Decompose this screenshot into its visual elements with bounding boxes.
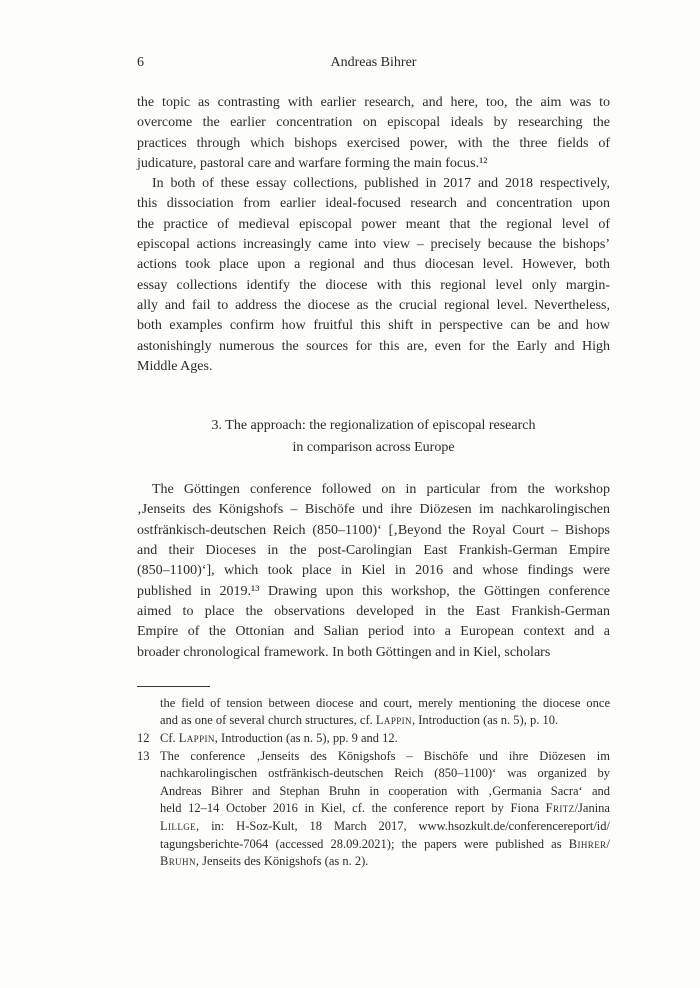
body-paragraph-continued (137, 93, 610, 174)
running-head-author: Andreas Bihrer (330, 55, 417, 70)
smallcaps-author-name: Lillge (160, 818, 197, 833)
text-line: astonishingly numerous the sources for this are, even for the Early and High (137, 338, 610, 354)
text-line (160, 836, 610, 854)
smallcaps-author-name: Bihrer (568, 836, 607, 851)
text-line: the topic as contrasting with earlier research, and here, too, the aim was to (137, 95, 610, 110)
text-line: practices through which bishops exercised power, with the three fields of (137, 135, 610, 151)
body-paragraph (137, 480, 610, 663)
text-line: ‚Jenseits des Königshofs – Bischöfe und ihre Diözesen im nachkarolingischen (137, 502, 610, 518)
text-line (160, 730, 610, 748)
text-line: Empire of the Ottonian and Salian period into a European context and a (137, 624, 610, 640)
text-line: the practice of medieval episcopal power meant that the regional level of (137, 216, 610, 232)
text-segment: , Introduction (as n. 5), pp. 9 and 12. (214, 731, 398, 746)
text-line: aimed to place the observations developed in the East Frankish-German (137, 603, 610, 619)
text-line (160, 695, 610, 713)
text-segment: /Janina (574, 801, 610, 816)
smallcaps-author-name: Lappin (178, 731, 215, 746)
text-line: actions took place upon a regional and thus diocesan level. However, both (137, 257, 610, 273)
text-line: In both of these essay collections, published in 2017 and 2018 respectively, (152, 176, 610, 192)
text-line (160, 748, 610, 766)
text-line: in comparison across Europe (292, 440, 455, 456)
text-line: overcome the earlier concentration on episcopal ideals by researching the (137, 115, 610, 131)
text-line: published in 2019.¹³ Drawing upon this workshop, the Göttingen conference (137, 583, 610, 599)
text-segment: Andreas Bihrer and Stephan Bruhn in cooperation with ‚Germania Sacra‘ and (160, 783, 610, 798)
text-line: Middle Ages. (137, 358, 213, 374)
text-line: The Göttingen conference followed on in particular from the workshop (152, 482, 610, 498)
text-line: ally and fail to address the diocese as the crucial regional level. Nevertheless, (137, 297, 610, 313)
footnote-text (160, 695, 610, 730)
text-segment: nachkarolingischen ostfränkisch-deutschen Reich (850–1100)‘ was organized by (160, 766, 610, 781)
text-line: 3. The approach: the regionalization of episcopal research (211, 418, 536, 434)
text-line (160, 765, 610, 783)
section-heading (137, 415, 610, 459)
text-segment: tagungsberichte-7064 (accessed 28.09.2021); the papers were published as (160, 836, 569, 851)
page-number: 6 (137, 55, 144, 70)
text-line: broader chronological framework. In both Göttingen and in Kiel, scholars (137, 644, 551, 660)
footnote-13 (137, 748, 610, 871)
text-line: both examples confirm how fruitful this shift in perspective can be and how (137, 318, 610, 334)
page-header (137, 54, 610, 72)
text-segment: Cf. (160, 731, 179, 746)
footnote-continuation (137, 695, 610, 730)
text-segment: / (606, 836, 610, 851)
smallcaps-author-name: Fritz (545, 801, 575, 816)
text-line: ostfränkisch-deutschen Reich (850–1100)‘ [‚Beyond the Royal Court – Bishops (137, 522, 610, 538)
text-line (160, 712, 610, 730)
text-line: and their Dioceses in the post-Carolingian East Frankish-German Empire (137, 543, 610, 559)
text-segment: and as one of several church structures, cf. (160, 713, 376, 728)
text-segment: , in: H-Soz-Kult, 18 March 2017, www.hsozkult.de/conferencereport/id/ (196, 818, 610, 833)
text-line (160, 853, 610, 871)
smallcaps-author-name: Bruhn (160, 854, 196, 869)
footnote-separator-rule (137, 686, 210, 687)
footnote-number: 13 (137, 748, 150, 763)
footnote-number (137, 695, 160, 730)
footnote-number: 12 (137, 731, 150, 746)
main-text-column (137, 93, 610, 871)
text-line: this dissociation from earlier ideal-focused research and concentration upon (137, 196, 610, 212)
text-segment: The conference ‚Jenseits des Königshofs – Bischöfe und ihre Diözesen im (160, 748, 610, 763)
text-line: essay collections identify the diocese with this regional level only margin- (137, 277, 610, 293)
body-paragraph (137, 174, 610, 377)
footnote-text (160, 748, 610, 871)
smallcaps-author-name: Lappin (375, 713, 412, 728)
text-line (160, 818, 610, 836)
text-line: episcopal actions increasingly came into view – precisely because the bishops’ (137, 237, 610, 253)
footnotes-block (137, 695, 610, 871)
text-line (160, 783, 610, 801)
text-line: (850–1100)‘], which took place in Kiel in 2016 and whose findings were (137, 563, 610, 579)
footnote-text (160, 730, 610, 748)
footnote-12 (137, 730, 610, 748)
text-line (160, 800, 610, 818)
text-line: judicature, pastoral care and warfare forming the main focus.¹² (137, 155, 488, 171)
text-segment: , Jenseits des Königshofs (as n. 2). (195, 854, 369, 869)
text-segment: held 12–14 October 2016 in Kiel, cf. the conference report by Fiona (160, 801, 546, 816)
text-segment: , Introduction (as n. 5), p. 10. (411, 713, 559, 728)
text-segment: the field of tension between diocese and court, merely mentioning the diocese once (160, 695, 610, 710)
